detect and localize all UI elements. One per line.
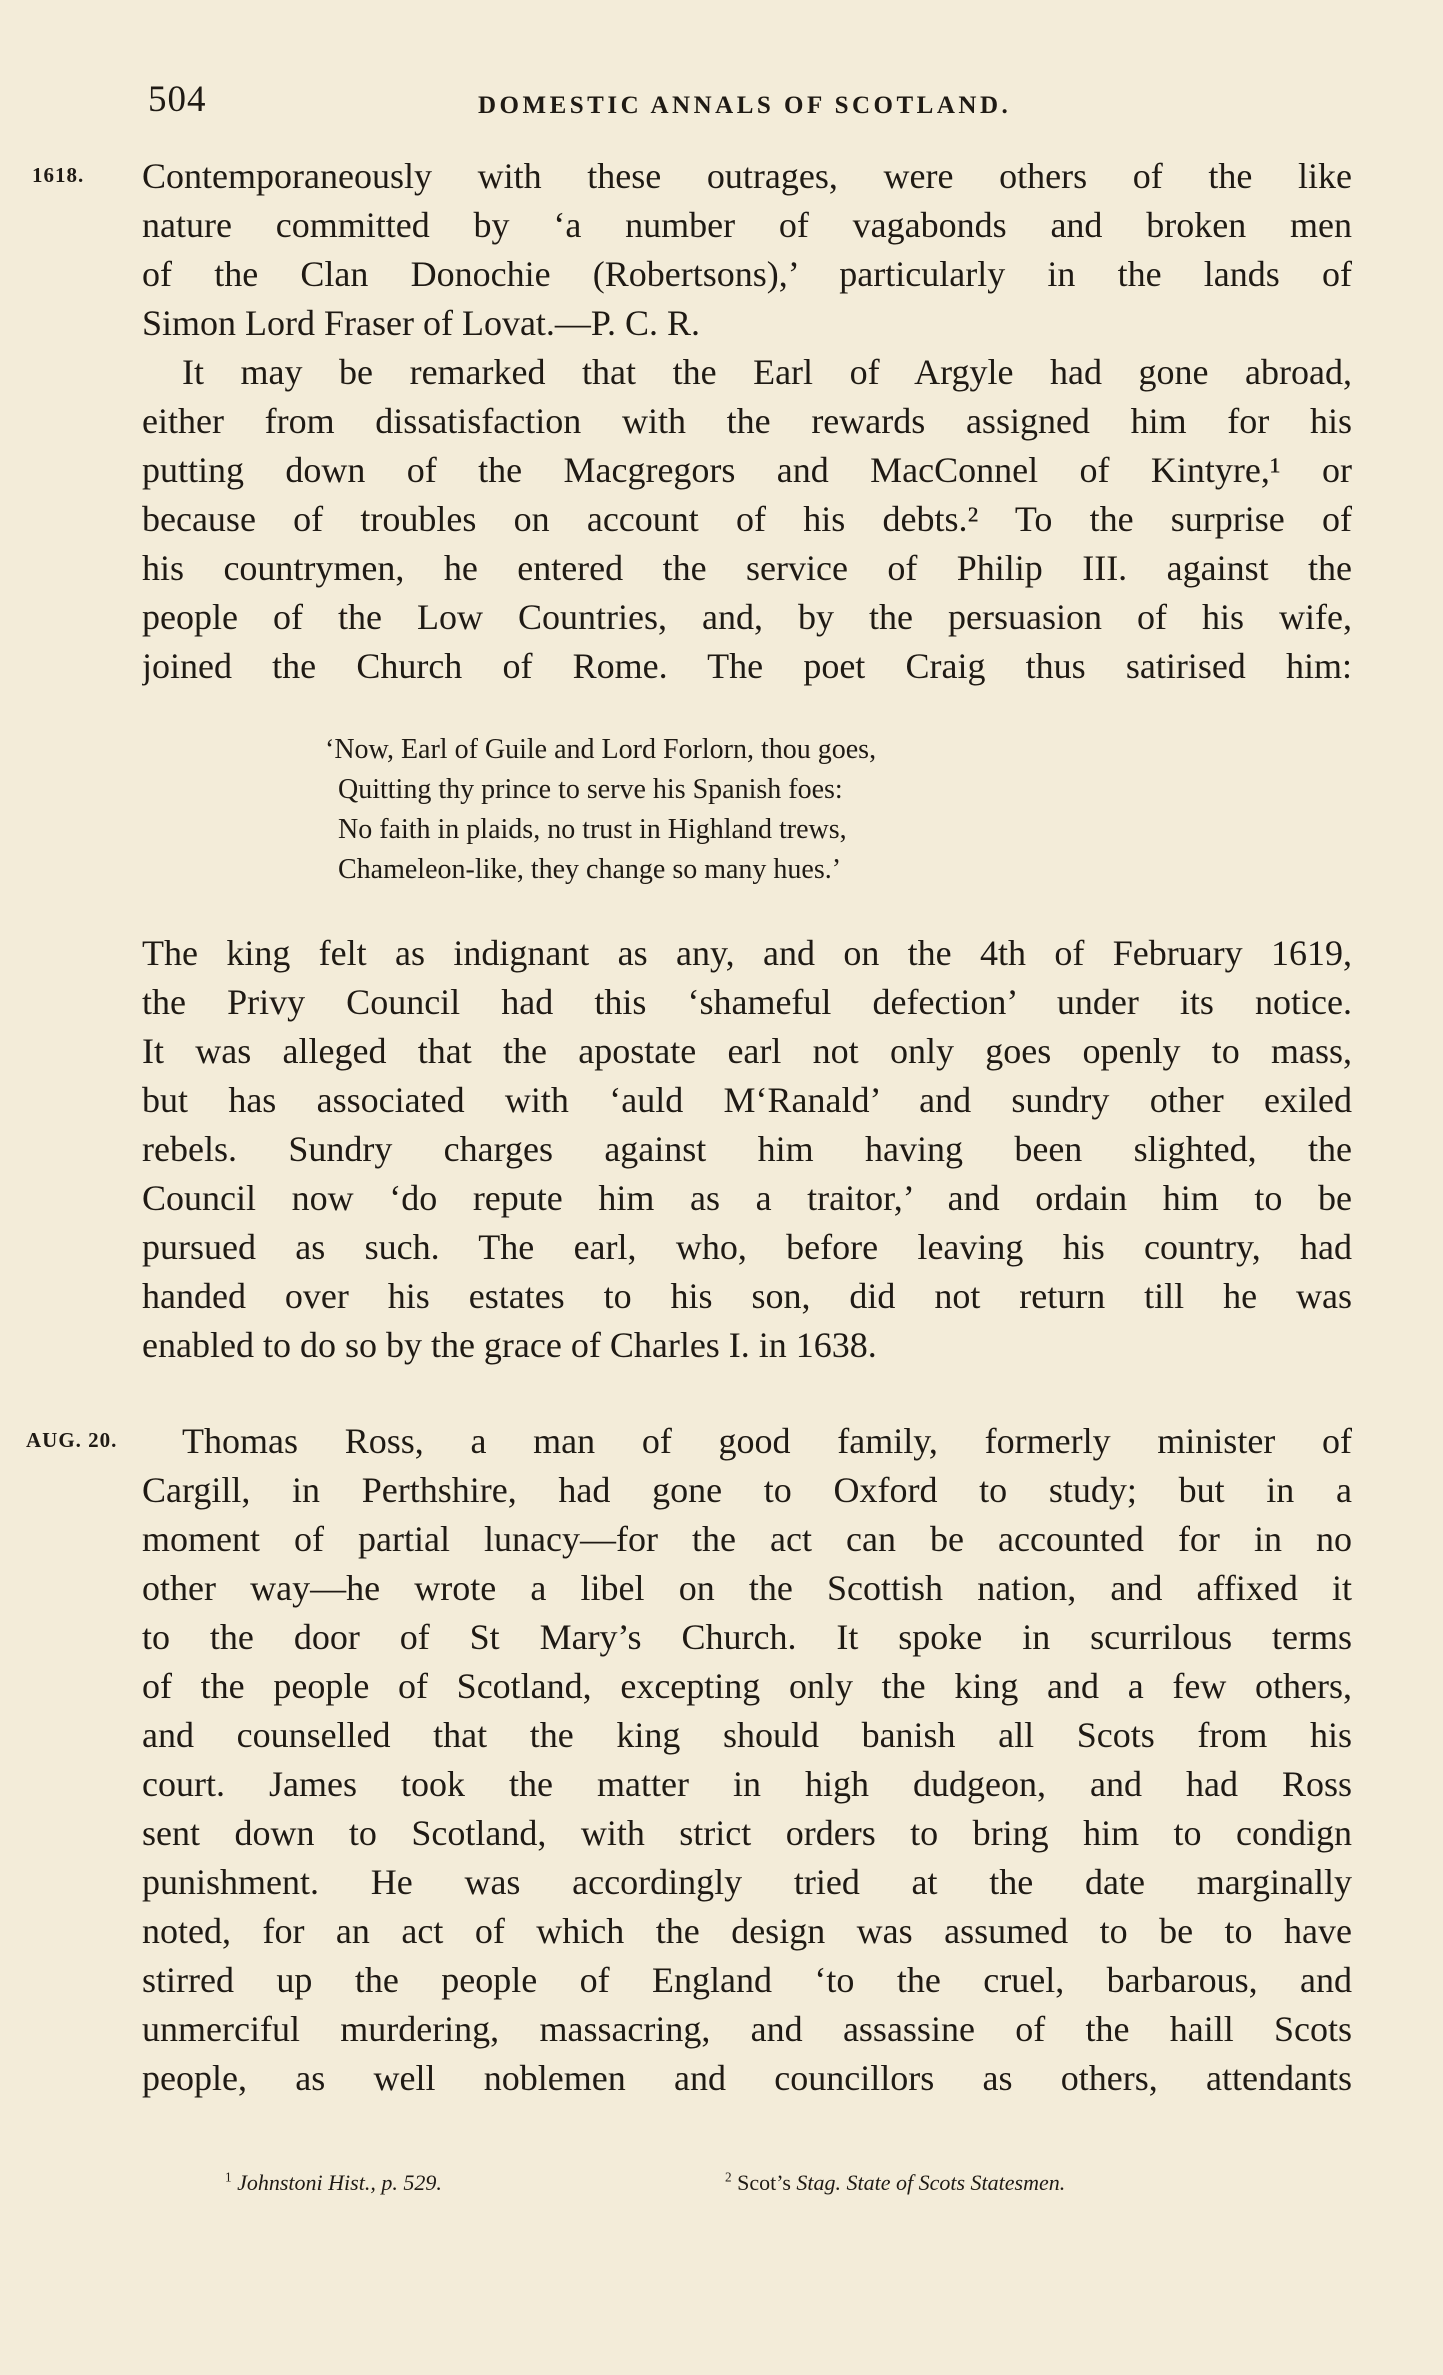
paragraph-4 — [142, 1417, 1352, 2103]
text-line: It was alleged that the apostate earl not only goes openly to mass, — [142, 1031, 1352, 1071]
text-line: Cargill, in Perthshire, had gone to Oxford to study; but in a — [142, 1470, 1352, 1510]
text-line: punishment. He was accordingly tried at the date marginally — [142, 1862, 1352, 1902]
page-header — [148, 78, 1348, 128]
text-line: to the door of St Mary’s Church. It spoke in scurrilous terms — [142, 1617, 1352, 1657]
text-line: Contemporaneously with these outrages, were others of the like — [142, 156, 1352, 196]
text-line: stirred up the people of England ‘to the cruel, barbarous, and — [142, 1960, 1352, 2000]
text-line: and counselled that the king should banish all Scots from his — [142, 1715, 1352, 1755]
verse-line: ‘Now, Earl of Guile and Lord Forlorn, thou goes, — [325, 734, 877, 765]
footnote-text: Johnstoni Hist., p. 529. — [237, 2170, 442, 2195]
text-line: joined the Church of Rome. The poet Craig thus satirised him: — [142, 646, 1352, 686]
footnote-marker: 1 — [225, 2169, 232, 2185]
text-line: pursued as such. The earl, who, before leaving his country, had — [142, 1227, 1352, 1267]
text-line: Thomas Ross, a man of good family, formerly minister of — [182, 1421, 1352, 1461]
text-line: either from dissatisfaction with the rewards assigned him for his — [142, 401, 1352, 441]
text-line: the Privy Council had this ‘shameful defection’ under its notice. — [142, 982, 1352, 1022]
text-line: of the people of Scotland, excepting only the king and a few others, — [142, 1666, 1352, 1706]
paragraph-3 — [142, 929, 1352, 1370]
footnote-1 — [225, 2170, 442, 2196]
text-line: sent down to Scotland, with strict orders to bring him to condign — [142, 1813, 1352, 1853]
page-number: 504 — [148, 79, 207, 120]
text-line: handed over his estates to his son, did not return till he was — [142, 1276, 1352, 1316]
verse-line: No faith in plaids, no trust in Highland trews, — [338, 814, 847, 845]
footnote-marker: 2 — [725, 2169, 732, 2185]
verse-line: Quitting thy prince to serve his Spanish foes: — [338, 774, 843, 805]
text-line: of the Clan Donochie (Robertsons),’ particularly in the lands of — [142, 254, 1352, 294]
text-line: his countrymen, he entered the service of Philip III. against the — [142, 548, 1352, 588]
margin-note-year: 1618. — [32, 163, 85, 187]
text-line: Council now ‘do repute him as a traitor,’ and ordain him to be — [142, 1178, 1352, 1218]
verse-quotation — [325, 730, 876, 890]
text-line: unmerciful murdering, massacring, and assassine of the haill Scots — [142, 2009, 1352, 2049]
text-line: but has associated with ‘auld M‘Ranald’ and sundry other exiled — [142, 1080, 1352, 1120]
text-line: other way—he wrote a libel on the Scottish nation, and affixed it — [142, 1568, 1352, 1608]
text-line: The king felt as indignant as any, and on the 4th of February 1619, — [142, 933, 1352, 973]
text-line: because of troubles on account of his debts.² To the surprise of — [142, 499, 1352, 539]
text-line: enabled to do so by the grace of Charles I. in 1638. — [142, 1325, 877, 1365]
text-line: Simon Lord Fraser of Lovat.—P. C. R. — [142, 303, 700, 343]
text-line: people, as well noblemen and councillors as others, attendants — [142, 2058, 1352, 2098]
text-line: court. James took the matter in high dudgeon, and had Ross — [142, 1764, 1352, 1804]
margin-note-date: AUG. 20. — [26, 1428, 118, 1452]
footnote-2 — [725, 2170, 1065, 2196]
text-line: noted, for an act of which the design was assumed to be to have — [142, 1911, 1352, 1951]
text-line: putting down of the Macgregors and MacConnel of Kintyre,¹ or — [142, 450, 1352, 490]
text-line: moment of partial lunacy—for the act can be accounted for in no — [142, 1519, 1352, 1559]
verse-line: Chameleon-like, they change so many hues.’ — [338, 854, 842, 885]
text-line: rebels. Sundry charges against him having been slighted, the — [142, 1129, 1352, 1169]
paragraph-1 — [142, 152, 1352, 348]
footnote-text: Stag. State of Scots Statesmen. — [796, 2170, 1066, 2195]
footnote-author: Scot’s — [737, 2170, 791, 2195]
text-line: nature committed by ‘a number of vagabonds and broken men — [142, 205, 1352, 245]
running-title: DOMESTIC ANNALS OF SCOTLAND. — [478, 92, 1012, 119]
text-line: people of the Low Countries, and, by the persuasion of his wife, — [142, 597, 1352, 637]
text-line: It may be remarked that the Earl of Argyle had gone abroad, — [182, 352, 1352, 392]
paragraph-2 — [142, 348, 1352, 691]
